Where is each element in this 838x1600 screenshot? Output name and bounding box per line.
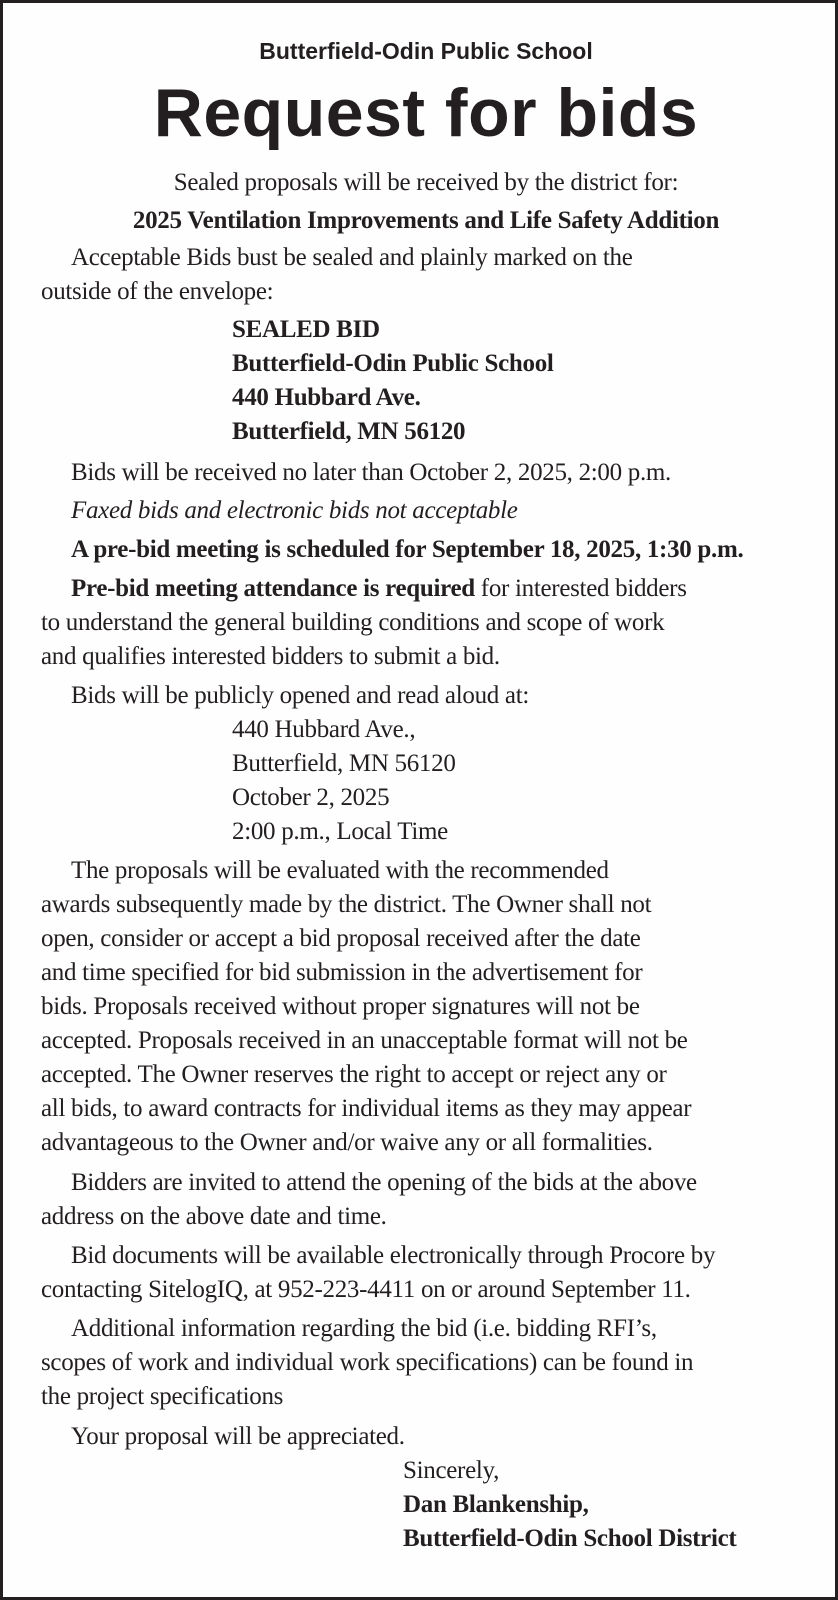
invitation-line: address on the above date and time. <box>41 1203 387 1230</box>
opening-detail-line: 440 Hubbard Ave., <box>232 716 416 743</box>
documents-line: contacting SitelogIQ, at 952-223-4411 on or around September 11. <box>41 1276 691 1303</box>
page-title: Request for bids <box>153 75 699 151</box>
evaluation-line: and time specified for bid submission in the advertisement for <box>41 959 643 986</box>
project-name: 2025 Ventilation Improvements and Life Safety Addition <box>132 207 720 234</box>
attendance-line2: to understand the general building conditions and scope of work <box>41 609 665 636</box>
evaluation-line: awards subsequently made by the district. The Owner shall not <box>41 891 652 918</box>
intro-line: Sealed proposals will be received by the district for: <box>173 169 679 196</box>
opening-detail-line: October 2, 2025 <box>232 784 390 811</box>
additional-info-line: scopes of work and individual work specifications) can be found in <box>41 1349 694 1376</box>
closing-text: Your proposal will be appreciated. <box>71 1423 405 1450</box>
envelope-address-line: SEALED BID <box>232 316 380 343</box>
invitation-line: Bidders are invited to attend the opening of the bids at the above <box>71 1169 697 1196</box>
evaluation-line: accepted. The Owner reserves the right to accept or reject any or <box>41 1061 667 1088</box>
evaluation-line: open, consider or accept a bid proposal received after the date <box>41 925 641 952</box>
additional-info-line: Additional information regarding the bid (i.e. bidding RFI’s, <box>71 1315 657 1342</box>
documents-line: Bid documents will be available electronically through Procore by <box>71 1242 716 1269</box>
attendance-line1-rest: for interested bidders <box>474 575 687 602</box>
attendance-line3: and qualifies interested bidders to submit a bid. <box>41 643 500 670</box>
attendance-line1 <box>71 572 687 606</box>
fax-notice: Faxed bids and electronic bids not acceptable <box>71 497 518 524</box>
envelope-address-line: Butterfield-Odin Public School <box>232 350 554 377</box>
signature-salutation: Sincerely, <box>403 1457 500 1484</box>
signature-name: Dan Blankenship, <box>403 1491 589 1518</box>
evaluation-line: accepted. Proposals received in an unacceptable format will not be <box>41 1027 688 1054</box>
envelope-instructions-line2: outside of the envelope: <box>41 278 274 305</box>
additional-info-line: the project specifications <box>41 1383 284 1410</box>
evaluation-line: The proposals will be evaluated with the recommended <box>71 857 609 884</box>
opening-intro: Bids will be publicly opened and read aloud at: <box>71 682 530 709</box>
opening-detail-line: 2:00 p.m., Local Time <box>232 818 448 845</box>
attendance-required-lead: Pre-bid meeting attendance is required <box>71 575 475 602</box>
prebid-meeting-notice: A pre-bid meeting is scheduled for September 18, 2025, 1:30 p.m. <box>71 536 744 563</box>
envelope-instructions-line1: Acceptable Bids bust be sealed and plainly marked on the <box>71 244 633 271</box>
evaluation-line: bids. Proposals received without proper signatures will not be <box>41 993 640 1020</box>
evaluation-line: advantageous to the Owner and/or waive any or all formalities. <box>41 1129 653 1156</box>
organization-heading: Butterfield-Odin Public School <box>259 38 593 64</box>
opening-detail-line: Butterfield, MN 56120 <box>232 750 456 777</box>
envelope-address-line: 440 Hubbard Ave. <box>232 384 421 411</box>
signature-organization: Butterfield-Odin School District <box>403 1525 737 1552</box>
envelope-address-line: Butterfield, MN 56120 <box>232 418 466 445</box>
evaluation-line: all bids, to award contracts for individual items as they may appear <box>41 1095 692 1122</box>
deadline-text: Bids will be received no later than October 2, 2025, 2:00 p.m. <box>71 459 672 486</box>
